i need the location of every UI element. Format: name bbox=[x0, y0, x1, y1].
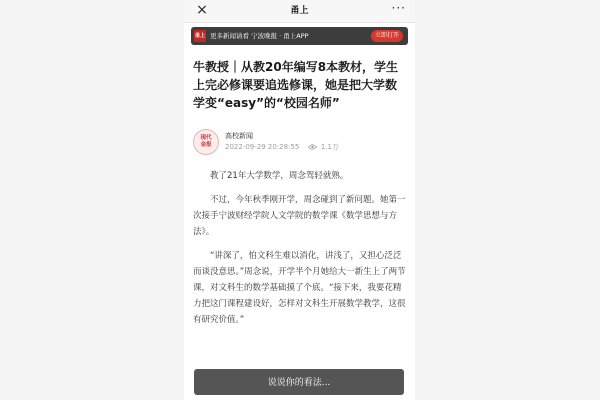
article-headline: 牛教授｜从教20年编写8本教材，学生上完必修课要追选修课，她是把大学数学变“easy”的“校园名师” bbox=[193, 60, 399, 110]
open-app-button[interactable]: 立即打开 bbox=[371, 30, 403, 42]
page-title: 甬上 bbox=[290, 6, 309, 16]
comment-input-bar[interactable] bbox=[194, 369, 404, 395]
author-avatar[interactable] bbox=[193, 129, 219, 155]
author-name[interactable]: 高校新闻 bbox=[225, 132, 253, 140]
app-banner-text: 更多新闻请看 宁波晚报 · 甬上APP bbox=[210, 32, 309, 40]
article-meta bbox=[225, 142, 339, 152]
article-paragraph: 教了21年大学数学，周念驾轻就熟。 bbox=[210, 171, 349, 181]
view-count: 1.1万 bbox=[320, 143, 339, 151]
close-icon[interactable]: × bbox=[196, 2, 208, 18]
author-row bbox=[193, 128, 408, 158]
article-page bbox=[184, 0, 415, 400]
article-paragraph: 不过，今年秋季刚开学，周念碰到了新问题。她第一次接手宁波财经学院人文学院的数学课《数学思想与方法》。 bbox=[193, 195, 406, 237]
app-download-banner[interactable] bbox=[191, 27, 408, 45]
avatar-text-line1: 现代 bbox=[200, 135, 212, 141]
app-logo: 甬上 bbox=[194, 30, 206, 42]
article-paragraph: “讲深了，怕文科生难以消化，讲浅了，又担心泛泛而谈没意思。”周念说，开学半个月她给大一新生上了两节课，对文科生的数学基础摸了个底。“接下来，我要花精力把这门课程建设好，怎样对文科生开展数学教学，这很有研究价值。” bbox=[193, 251, 406, 325]
publish-timestamp: 2022-09-29 20:28:55 bbox=[225, 143, 300, 151]
avatar-text-line2: 金报 bbox=[200, 142, 212, 148]
more-options-icon[interactable]: ··· bbox=[391, 1, 406, 15]
article-body bbox=[193, 168, 408, 336]
comment-placeholder: 说说你的看法... bbox=[267, 378, 331, 388]
eye-icon bbox=[308, 144, 317, 150]
top-bar bbox=[184, 0, 415, 23]
